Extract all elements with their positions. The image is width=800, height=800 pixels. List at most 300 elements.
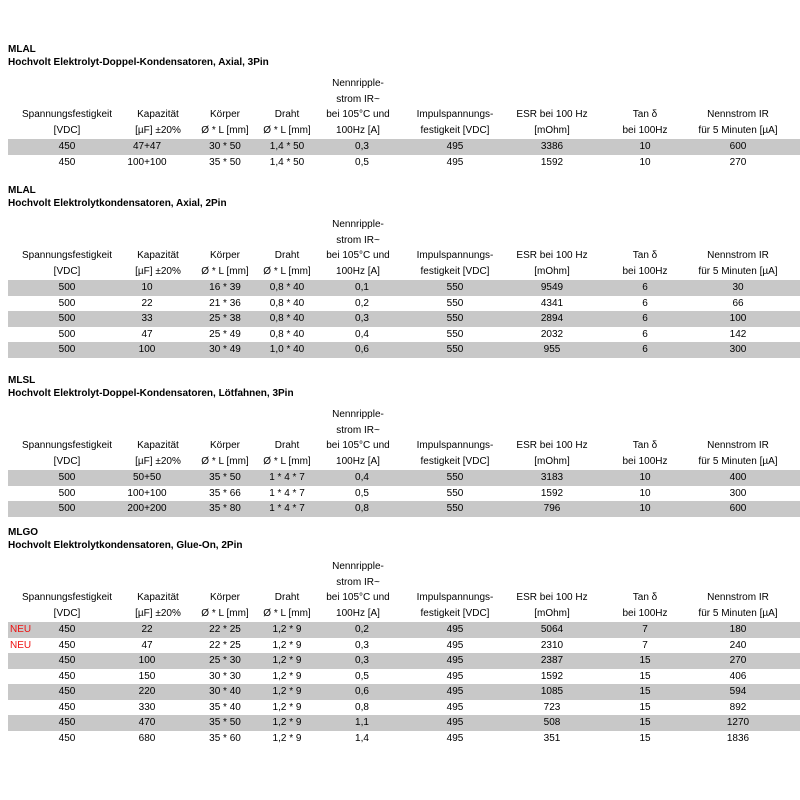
table-cell: 0,8 * 40: [269, 297, 305, 309]
table-cell: 450: [58, 717, 76, 728]
table-row: [8, 486, 800, 502]
column-header-line: Körper: [209, 250, 241, 261]
table-cell: 3183: [540, 472, 564, 483]
column-header-line: Spannungsfestigkeit: [21, 592, 113, 603]
column-header: [201, 590, 248, 621]
column-header-line: festigkeit [VDC]: [420, 607, 490, 619]
column-header: [201, 107, 248, 138]
table-cell: 0,4: [355, 328, 369, 340]
column-header-line: Draht: [274, 109, 300, 120]
table-cell: 450: [58, 670, 76, 682]
table-cell: 495: [446, 701, 464, 713]
table-cell: 1,0 * 40: [269, 344, 305, 355]
table-cell: 270: [729, 156, 747, 168]
table-cell: 10: [639, 141, 651, 152]
table-cell: 15: [639, 732, 651, 744]
table-cell: 15: [639, 717, 651, 728]
column-header-line: ESR bei 100 Hz: [516, 440, 588, 451]
column-header: [417, 590, 494, 621]
column-header: [417, 107, 494, 138]
table-cell: 1836: [726, 732, 750, 744]
table-row: [8, 669, 800, 685]
table-cell: 35 * 40: [209, 701, 241, 713]
table-cell: 47: [141, 639, 153, 651]
column-header-line: festigkeit [VDC]: [420, 455, 490, 467]
table-cell: 100+100: [127, 487, 167, 499]
table-cell: 450: [58, 686, 76, 697]
column-header-line: bei 100Hz: [622, 607, 668, 619]
table-cell: 680: [138, 732, 156, 744]
table-cell: 6: [642, 313, 648, 324]
table-cell: 5064: [540, 624, 564, 635]
table-cell: 15: [639, 655, 651, 666]
table-cell: 0,6: [355, 344, 369, 355]
table-cell: 1 * 4 * 7: [269, 472, 305, 483]
series-code: MLSL: [8, 375, 36, 386]
column-header-line: Impulspannungs-: [416, 250, 494, 261]
column-header-line: 100Hz [A]: [336, 265, 380, 277]
table-cell: 0,3: [355, 655, 369, 666]
table-cell: 500: [58, 472, 76, 483]
column-header-line: [VDC]: [53, 455, 81, 467]
column-header: [22, 438, 112, 469]
table-cell: 30 * 49: [209, 344, 241, 355]
table-cell: 495: [446, 141, 464, 152]
table-cell: 10: [639, 503, 651, 514]
table-cell: 495: [446, 732, 464, 744]
table-cell: 1270: [726, 717, 750, 728]
table-header: [0, 76, 800, 138]
column-header-line: Kapazität: [137, 440, 179, 451]
table-cell: 1,2 * 9: [272, 670, 302, 682]
table-cell: 16 * 39: [209, 282, 241, 293]
table-cell: 1,1: [355, 717, 369, 728]
column-header-line: Nennripple-: [332, 219, 384, 230]
series-title: Hochvolt Elektrolytkondensatoren, Axial, 2Pin: [8, 198, 227, 209]
column-header-line: 100Hz [A]: [336, 455, 380, 467]
column-header: [326, 217, 390, 279]
column-header: [516, 590, 587, 621]
column-header-line: bei 105°C und: [326, 250, 390, 261]
table-cell: 450: [58, 639, 76, 651]
column-header-line: Körper: [209, 440, 241, 451]
table-cell: 495: [446, 686, 464, 697]
column-header: [417, 248, 494, 279]
table-cell: 400: [729, 472, 747, 483]
table-cell: 10: [639, 487, 651, 499]
table-cell: 0,8: [355, 701, 369, 713]
column-header-line: ESR bei 100 Hz: [516, 592, 588, 603]
column-header-line: Körper: [209, 592, 241, 603]
column-header: [135, 248, 181, 279]
column-header: [516, 438, 587, 469]
column-header-line: strom IR~: [336, 234, 380, 246]
table-cell: 500: [58, 328, 76, 340]
column-header-line: Ø * L [mm]: [263, 607, 311, 619]
table-cell: 100: [138, 344, 156, 355]
table-cell: 240: [729, 639, 747, 651]
table-row: [8, 327, 800, 343]
table-cell: 15: [639, 686, 651, 697]
column-header: [417, 438, 494, 469]
table-cell: 30 * 50: [209, 141, 241, 152]
table-cell: 142: [729, 328, 747, 340]
table-cell: 1,4: [355, 732, 369, 744]
column-header-line: [mOhm]: [534, 607, 570, 619]
table-row: [8, 280, 800, 296]
table-cell: 955: [543, 344, 561, 355]
column-header: [516, 107, 587, 138]
table-cell: 450: [58, 732, 76, 744]
table-row: [8, 715, 800, 731]
table-cell: 0,3: [355, 141, 369, 152]
column-header-line: Nennripple-: [332, 409, 384, 420]
column-header-line: für 5 Minuten [µA]: [698, 455, 778, 467]
column-header-line: für 5 Minuten [µA]: [698, 607, 778, 619]
column-header-line: Tan δ: [632, 250, 658, 261]
table-cell: 550: [446, 487, 464, 499]
column-header-line: Nennripple-: [332, 78, 384, 89]
table-cell: 550: [446, 313, 464, 324]
table-cell: 0,8 * 40: [269, 282, 305, 293]
table-cell: 1,2 * 9: [272, 624, 302, 635]
table-cell: 33: [141, 313, 153, 324]
table-row: [8, 731, 800, 747]
table-cell: 450: [58, 156, 76, 168]
series-code: MLAL: [8, 185, 36, 196]
table-cell: 200+200: [127, 503, 167, 514]
table-cell: 6: [642, 344, 648, 355]
table-cell: 35 * 66: [209, 487, 241, 499]
table-cell: 220: [138, 686, 156, 697]
column-header-line: Ø * L [mm]: [201, 607, 249, 619]
table-cell: 1,2 * 9: [272, 717, 302, 728]
table-cell: 10: [639, 472, 651, 483]
column-header-line: bei 100Hz: [622, 455, 668, 467]
table-cell: 180: [729, 624, 747, 635]
column-header-line: Nennstrom IR: [707, 109, 769, 120]
series-title: Hochvolt Elektrolyt-Doppel-Kondensatoren, Axial, 3Pin: [8, 57, 269, 68]
column-header-line: für 5 Minuten [µA]: [698, 124, 778, 136]
column-header-line: Tan δ: [632, 440, 658, 451]
column-header: [22, 590, 112, 621]
column-header-line: 100Hz [A]: [336, 607, 380, 619]
column-header-line: [VDC]: [53, 265, 81, 277]
column-header-line: [mOhm]: [534, 124, 570, 136]
column-header-line: [mOhm]: [534, 265, 570, 277]
column-header-line: Draht: [274, 250, 300, 261]
table-cell: 10: [639, 156, 651, 168]
table-cell: 35 * 80: [209, 503, 241, 514]
column-header-line: Ø * L [mm]: [263, 265, 311, 277]
table-cell: 0,8 * 40: [269, 328, 305, 340]
table-cell: 25 * 30: [209, 655, 241, 666]
table-cell: 330: [138, 701, 156, 713]
column-header: [263, 248, 310, 279]
column-header-line: Körper: [209, 109, 241, 120]
table-row: [8, 470, 800, 486]
column-header-line: Tan δ: [632, 592, 658, 603]
column-header-line: [µF] ±20%: [135, 607, 181, 619]
column-header: [698, 248, 777, 279]
series-code: MLGO: [8, 527, 38, 538]
table-cell: 892: [729, 701, 747, 713]
series-title: Hochvolt Elektrolytkondensatoren, Glue-On, 2Pin: [8, 540, 243, 551]
table-cell: 7: [642, 624, 648, 635]
table-cell: 35 * 50: [209, 156, 241, 168]
table-cell: 500: [58, 313, 76, 324]
table-cell: 500: [58, 503, 76, 514]
column-header-line: 100Hz [A]: [336, 124, 380, 136]
table-row: [8, 700, 800, 716]
table-cell: 0,5: [355, 487, 369, 499]
column-header-line: [µF] ±20%: [135, 124, 181, 136]
table-cell: 500: [58, 344, 76, 355]
column-header-line: Ø * L [mm]: [263, 124, 311, 136]
column-header-line: Nennripple-: [332, 561, 384, 572]
new-badge: NEU: [10, 639, 32, 651]
table-cell: 1,2 * 9: [272, 655, 302, 666]
table-cell: 0,8 * 40: [269, 313, 305, 324]
table-cell: 550: [446, 297, 464, 309]
table-cell: 550: [446, 328, 464, 340]
table-cell: 500: [58, 297, 76, 309]
column-header-line: Spannungsfestigkeit: [21, 250, 113, 261]
table-cell: 495: [446, 156, 464, 168]
table-cell: 500: [58, 282, 76, 293]
table-cell: 25 * 49: [209, 328, 241, 340]
table-cell: 470: [138, 717, 156, 728]
column-header: [263, 107, 310, 138]
column-header-line: Draht: [274, 440, 300, 451]
column-header-line: Draht: [274, 592, 300, 603]
table-cell: 0,5: [355, 156, 369, 168]
table-cell: 550: [446, 344, 464, 355]
table-header: [0, 559, 800, 621]
column-header-line: strom IR~: [336, 424, 380, 436]
table-cell: 495: [446, 655, 464, 666]
table-cell: 1,2 * 9: [272, 701, 302, 713]
table-cell: 150: [138, 670, 156, 682]
column-header-line: Kapazität: [137, 109, 179, 120]
table-cell: 0,3: [355, 313, 369, 324]
table-cell: 35 * 50: [209, 717, 241, 728]
table-cell: 15: [639, 701, 651, 713]
table-cell: 723: [543, 701, 561, 713]
column-header-line: bei 105°C und: [326, 592, 390, 603]
table-cell: 600: [729, 141, 747, 152]
table-cell: 6: [642, 297, 648, 309]
column-header-line: [µF] ±20%: [135, 265, 181, 277]
column-header-line: Kapazität: [137, 592, 179, 603]
table-cell: 3386: [540, 141, 564, 152]
column-header-line: Spannungsfestigkeit: [21, 109, 113, 120]
column-header-line: Impulspannungs-: [416, 109, 494, 120]
column-header-line: Ø * L [mm]: [201, 455, 249, 467]
table-cell: 100: [138, 655, 156, 666]
column-header-line: [VDC]: [53, 607, 81, 619]
table-cell: 0,2: [355, 297, 369, 309]
table-cell: 270: [729, 655, 747, 666]
table-cell: 450: [58, 701, 76, 713]
table-cell: 495: [446, 717, 464, 728]
table-cell: 500: [58, 487, 76, 499]
column-header: [698, 107, 777, 138]
column-header-line: strom IR~: [336, 93, 380, 105]
table-cell: 9549: [540, 282, 564, 293]
table-cell: 1592: [540, 670, 564, 682]
column-header-line: Ø * L [mm]: [263, 455, 311, 467]
table-cell: 495: [446, 670, 464, 682]
column-header-line: Nennstrom IR: [707, 250, 769, 261]
column-header-line: [µF] ±20%: [135, 455, 181, 467]
column-header-line: Nennstrom IR: [707, 440, 769, 451]
table-cell: 50+50: [132, 472, 162, 483]
table-cell: 0,6: [355, 686, 369, 697]
table-cell: 47: [141, 328, 153, 340]
series-code: MLAL: [8, 44, 36, 55]
column-header: [201, 248, 248, 279]
table-cell: 47+47: [132, 141, 162, 152]
table-cell: 450: [58, 624, 76, 635]
table-cell: 30 * 40: [209, 686, 241, 697]
column-header: [22, 248, 112, 279]
column-header-line: Nennstrom IR: [707, 592, 769, 603]
table-cell: 0,1: [355, 282, 369, 293]
column-header: [135, 107, 181, 138]
table-cell: 600: [729, 503, 747, 514]
table-cell: 0,3: [355, 639, 369, 651]
table-row: [8, 684, 800, 700]
table-row: [8, 342, 800, 358]
column-header-line: festigkeit [VDC]: [420, 265, 490, 277]
table-cell: 1592: [540, 156, 564, 168]
column-header-line: Spannungsfestigkeit: [21, 440, 113, 451]
series-title: Hochvolt Elektrolyt-Doppel-Kondensatoren, Lötfahnen, 3Pin: [8, 388, 294, 399]
column-header-line: ESR bei 100 Hz: [516, 250, 588, 261]
column-header-line: Ø * L [mm]: [201, 124, 249, 136]
table-cell: 594: [729, 686, 747, 697]
column-header: [622, 438, 667, 469]
table-header: [0, 407, 800, 469]
table-cell: 30: [732, 282, 744, 293]
table-row: [8, 155, 800, 171]
column-header: [326, 76, 390, 138]
column-header: [622, 107, 667, 138]
column-header: [326, 559, 390, 621]
column-header-line: [mOhm]: [534, 455, 570, 467]
table-cell: 351: [543, 732, 561, 744]
table-row: [8, 311, 800, 327]
table-row: [8, 296, 800, 312]
table-cell: 35 * 60: [209, 732, 241, 744]
table-cell: 1,2 * 9: [272, 639, 302, 651]
table-cell: 550: [446, 503, 464, 514]
column-header-line: strom IR~: [336, 576, 380, 588]
table-cell: 406: [729, 670, 747, 682]
table-cell: 2032: [540, 328, 564, 340]
table-cell: 450: [58, 141, 76, 152]
table-cell: 100+100: [127, 156, 167, 168]
table-cell: 1 * 4 * 7: [269, 487, 305, 499]
table-row: [8, 139, 800, 155]
column-header: [135, 438, 181, 469]
column-header-line: Tan δ: [632, 109, 658, 120]
table-cell: 1,4 * 50: [269, 141, 305, 152]
table-cell: 495: [446, 624, 464, 635]
column-header: [263, 438, 310, 469]
column-header-line: für 5 Minuten [µA]: [698, 265, 778, 277]
table-cell: 1085: [540, 686, 564, 697]
table-cell: 22: [141, 297, 153, 309]
table-cell: 550: [446, 282, 464, 293]
table-cell: 22: [141, 624, 153, 635]
column-header-line: bei 100Hz: [622, 124, 668, 136]
column-header: [22, 107, 112, 138]
column-header: [326, 407, 390, 469]
table-cell: 10: [141, 282, 153, 293]
table-cell: 4341: [540, 297, 564, 309]
column-header-line: bei 105°C und: [326, 440, 390, 451]
table-cell: 0,4: [355, 472, 369, 483]
table-cell: 2894: [540, 313, 564, 324]
column-header: [201, 438, 248, 469]
table-cell: 508: [543, 717, 561, 728]
table-cell: 100: [729, 313, 747, 324]
new-badge: NEU: [10, 624, 32, 635]
table-cell: 1,4 * 50: [269, 156, 305, 168]
column-header-line: bei 105°C und: [326, 109, 390, 120]
table-row: [8, 501, 800, 517]
column-header-line: Impulspannungs-: [416, 440, 494, 451]
table-cell: 30 * 30: [209, 670, 241, 682]
column-header-line: Kapazität: [137, 250, 179, 261]
column-header: [263, 590, 310, 621]
column-header-line: ESR bei 100 Hz: [516, 109, 588, 120]
table-row: [8, 638, 800, 654]
table-cell: 495: [446, 639, 464, 651]
table-row: [8, 653, 800, 669]
table-cell: 2310: [540, 639, 564, 651]
column-header: [135, 590, 181, 621]
column-header-line: Ø * L [mm]: [201, 265, 249, 277]
column-header-line: bei 100Hz: [622, 265, 668, 277]
table-cell: 6: [642, 282, 648, 293]
table-cell: 1592: [540, 487, 564, 499]
table-row: [8, 622, 800, 638]
table-cell: 0,5: [355, 670, 369, 682]
table-cell: 300: [729, 344, 747, 355]
table-cell: 1 * 4 * 7: [269, 503, 305, 514]
table-cell: 1,2 * 9: [272, 732, 302, 744]
table-cell: 300: [729, 487, 747, 499]
table-cell: 22 * 25: [209, 639, 241, 651]
table-cell: 2387: [540, 655, 564, 666]
column-header: [516, 248, 587, 279]
column-header-line: [VDC]: [53, 124, 81, 136]
table-cell: 0,2: [355, 624, 369, 635]
column-header: [622, 590, 667, 621]
table-cell: 22 * 25: [209, 624, 241, 635]
table-cell: 66: [732, 297, 744, 309]
column-header-line: festigkeit [VDC]: [420, 124, 490, 136]
table-cell: 0,8: [355, 503, 369, 514]
column-header: [698, 590, 777, 621]
column-header-line: Impulspannungs-: [416, 592, 494, 603]
table-cell: 7: [642, 639, 648, 651]
table-header: [0, 217, 800, 279]
table-cell: 450: [58, 655, 76, 666]
